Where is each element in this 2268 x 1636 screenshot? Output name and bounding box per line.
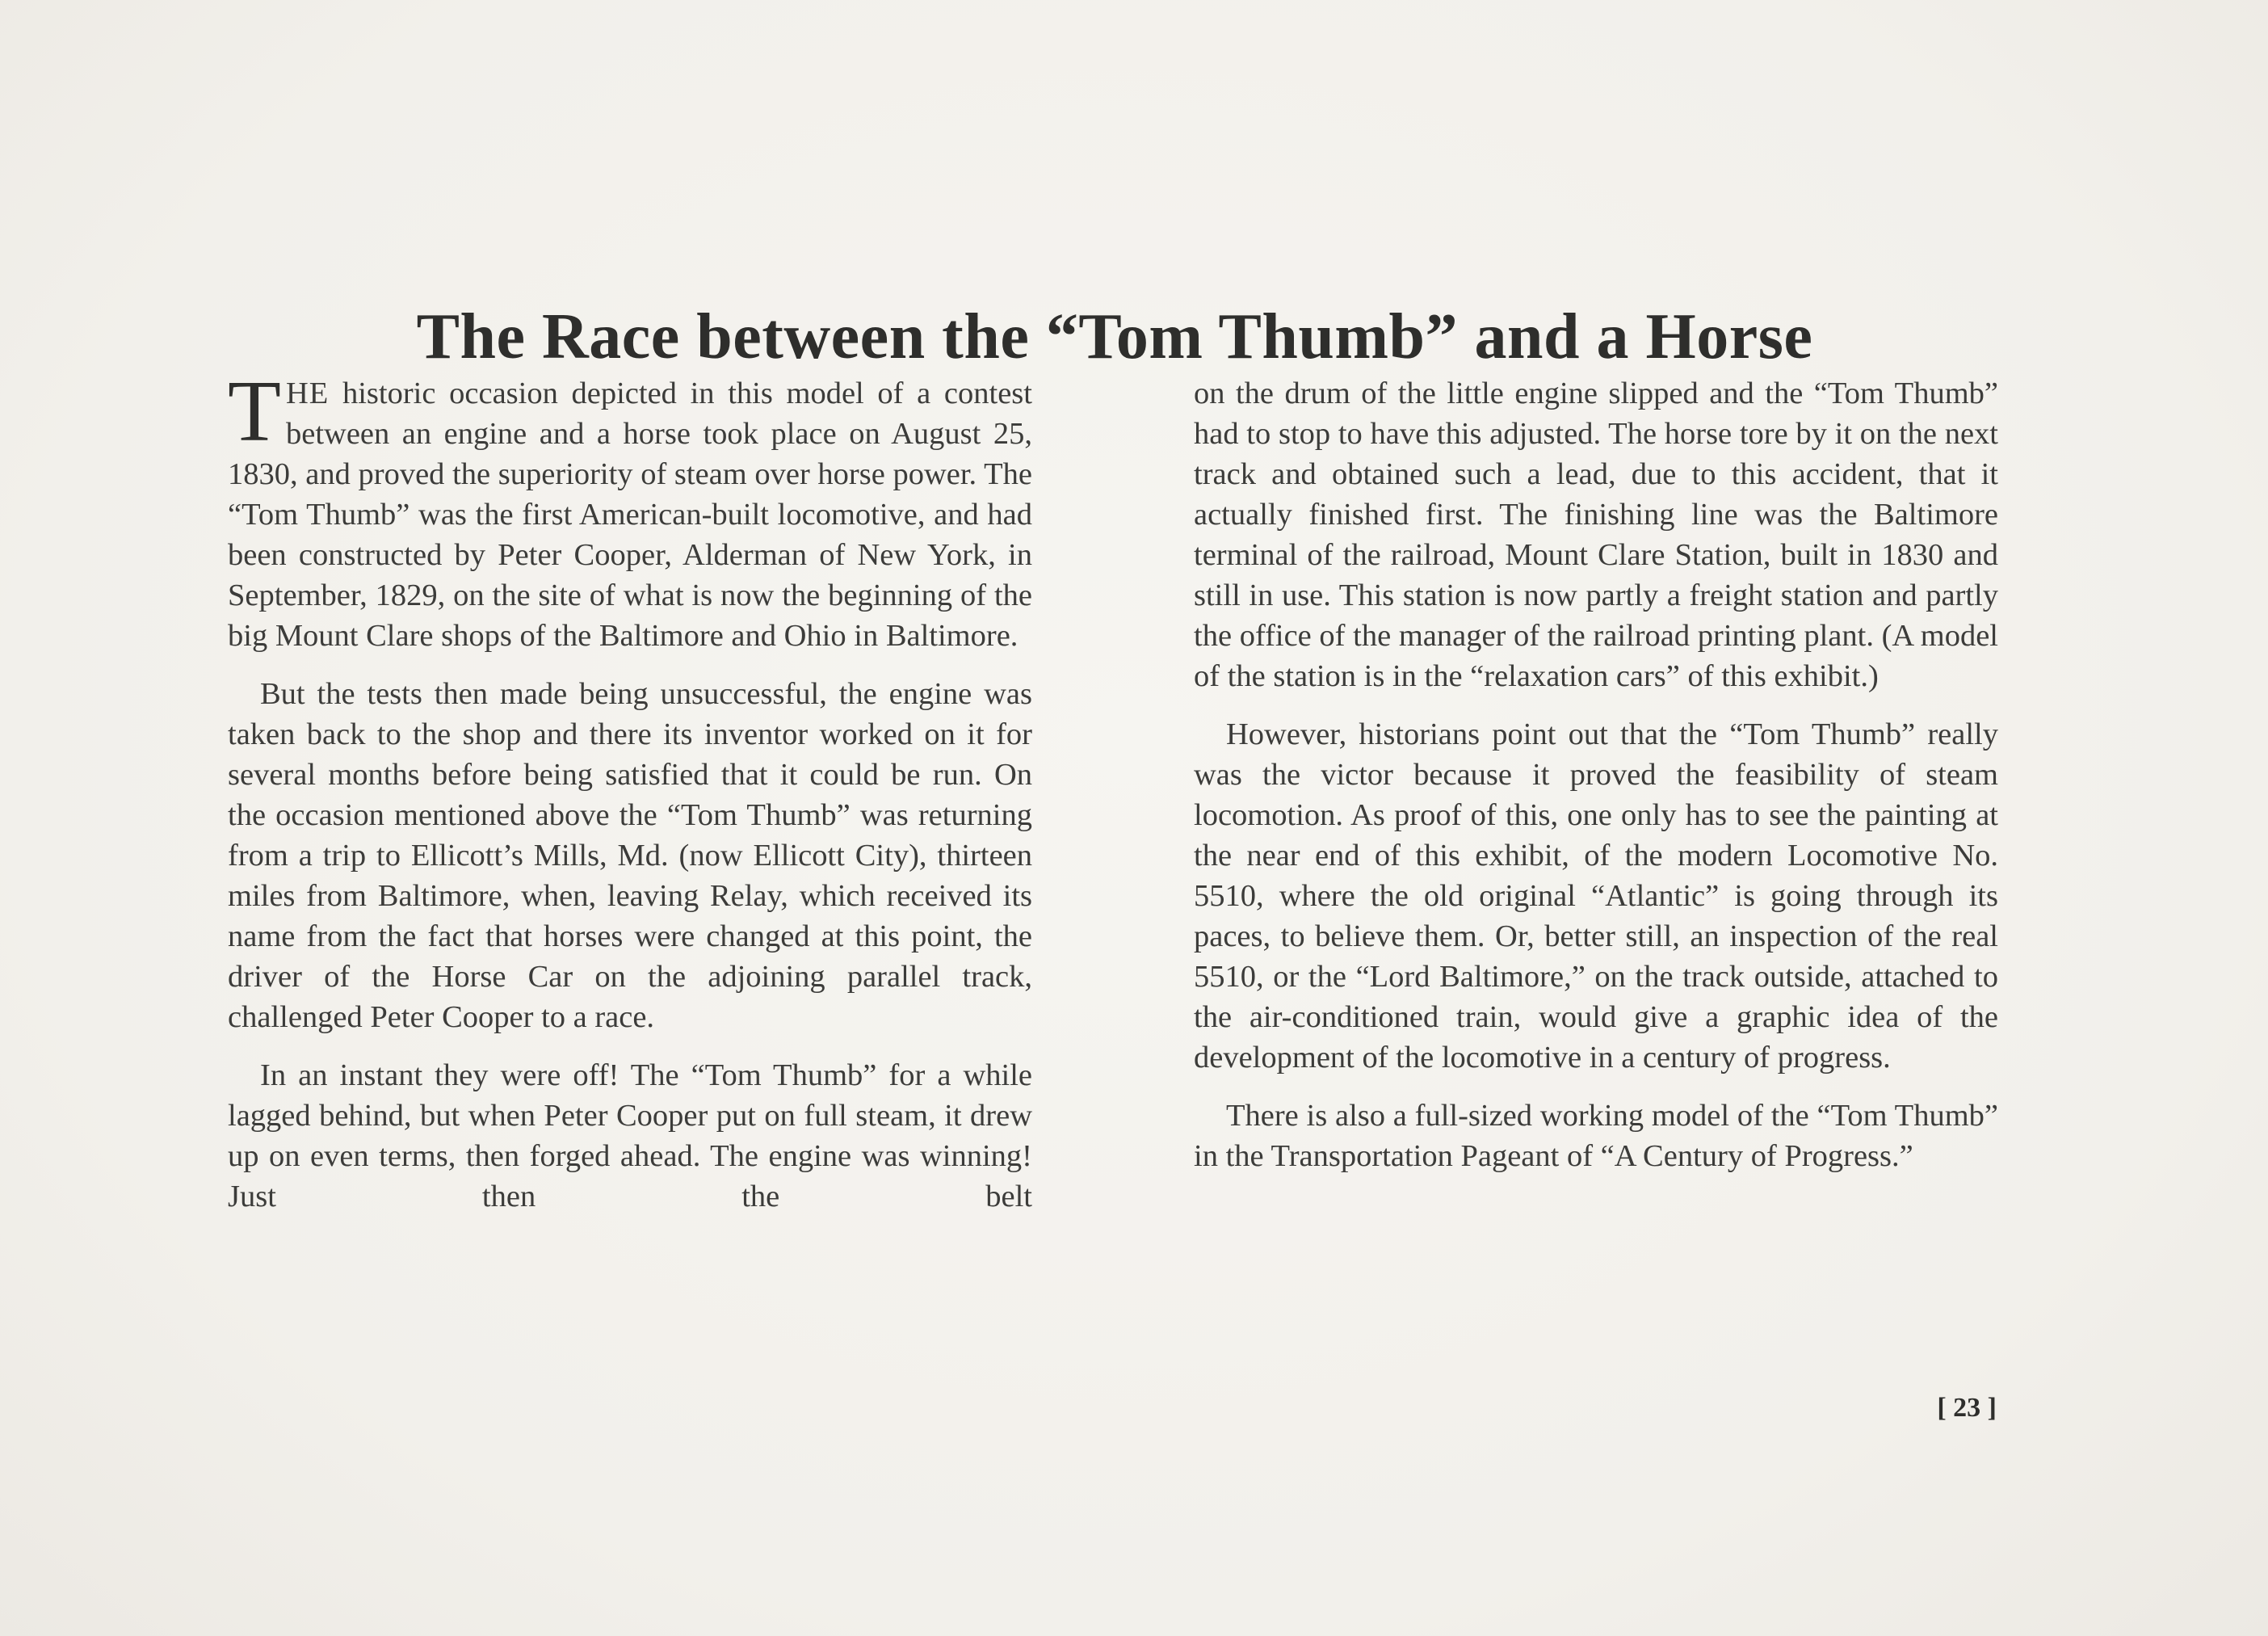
paragraph-1-text: historic occasion depicted in this model of a contest between an engine and a horse took place on August 25, 1830, and proved the superiority of steam over horse power. The “Tom Thumb” was the first American-built locomotive, and had been constructed by Peter Cooper, Alderman of New York, in September, 1829, on the site of what is now the beginning of the big Mount Clare shops of the Baltimore and Ohio in Baltimore. [228, 376, 1032, 653]
right-column [1194, 373, 1998, 1194]
paragraph-6: There is also a full-sized working model of the “Tom Thumb” in the Transportation Pageant of “A Century of Progress.” [1194, 1099, 1998, 1173]
drop-cap: T [228, 364, 281, 460]
left-column [228, 364, 1032, 1234]
paragraph-5: However, historians point out that the “Tom Thumb” really was the victor because it proved the feasibility of steam locomotion. As proof of this, one only has to see the painting at the near end of this exhibit, of the modern Locomotive No. 5510, where the old original “Atlantic” is going through its paces, to believe them. Or, better still, an inspection of the real 5510, or the “Lord Baltimore,” on the track outside, attached to the air-conditioned train, would give a graphic idea of the development of the locomotive in a century of progress. [1194, 717, 1998, 1075]
page-number: [ 23 ] [1937, 1393, 1997, 1423]
page-title: The Race between the “Tom Thumb” and a Horse [416, 301, 1813, 372]
paragraph-2: But the tests then made being unsuccessful, the engine was taken back to the shop and there its inventor worked on it for several months before being satisfied that it could be run. On the occasion mentioned above the “Tom Thumb” was returning from a trip to Ellicott’s Mills, Md. (now Ellicott City), thirteen miles from Baltimore, when, leaving Relay, which received its name from the fact that horses were changed at this point, the driver of the Horse Car on the adjoining parallel track, challenged Peter Cooper to a race. [228, 677, 1032, 1034]
paragraph-1 [228, 364, 1032, 656]
first-word: HE [285, 376, 330, 410]
paragraph-3: In an instant they were off! The “Tom Thumb” for a while lagged behind, but when Peter Cooper put on full steam, it drew up on even terms, then forged ahead. The engine was winning! Just then the belt [228, 1058, 1032, 1213]
paragraph-4: on the drum of the little engine slipped and the “Tom Thumb” had to stop to have this adjusted. The horse tore by it on the next track and obtained such a lead, due to this accident, that it actually finished first. The finishing line was the Baltimore terminal of the railroad, Mount Clare Station, built in 1830 and still in use. This station is now partly a freight station and partly the office of the manager of the railroad printing plant. (A model of the station is in the “relaxation cars” of this exhibit.) [1194, 376, 1998, 693]
